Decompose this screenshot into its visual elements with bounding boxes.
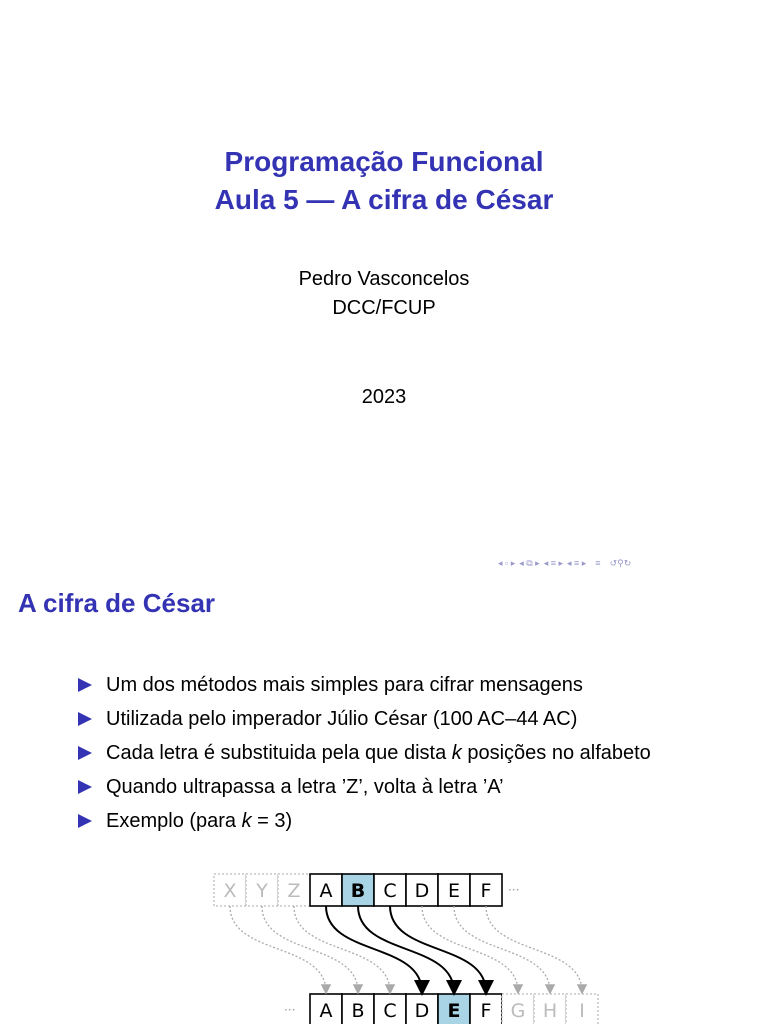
bullet-text-pre: Cada letra é substituida pela que dista	[106, 742, 452, 764]
ghost-shift-arrow	[262, 906, 358, 992]
presentation-subtitle: Aula 5 — A cifra de César	[214, 184, 554, 215]
bullet-triangle-icon	[78, 746, 92, 760]
bullet-text-post: = 3)	[251, 810, 293, 832]
list-item	[78, 704, 738, 734]
top-cell	[470, 874, 502, 906]
top-cell	[374, 874, 406, 906]
frame-title: A cifra de César	[18, 588, 216, 618]
bullet-var: k	[241, 810, 252, 832]
cell-letter: D	[414, 1000, 430, 1022]
ghost-shift-arrow	[486, 906, 582, 992]
cell-letter: X	[223, 880, 237, 902]
list-item	[78, 738, 738, 768]
cell-letter: B	[350, 880, 366, 902]
cell-letter: E	[447, 1000, 461, 1022]
beamer-navigation-bar	[498, 556, 631, 570]
nav-search-icon[interactable]: ↺⚲↻	[604, 557, 632, 568]
bottom-cell	[374, 994, 406, 1024]
nav-subsection-icon[interactable]: ◂ ≡ ▸	[543, 557, 563, 568]
bottom-cell	[310, 994, 342, 1024]
nav-frame-icon[interactable]: ◂ ⧉ ▸	[519, 557, 540, 568]
list-item	[78, 806, 738, 836]
content-slide	[0, 576, 768, 1024]
bottom-cell	[342, 994, 374, 1024]
bullet-list	[78, 670, 738, 840]
cell-letter: A	[319, 1000, 333, 1022]
bullet-triangle-icon	[78, 814, 92, 828]
author-name: Pedro Vasconcelos	[298, 268, 470, 290]
ghost-shift-arrow	[454, 906, 550, 992]
top-cell	[342, 874, 374, 906]
ghost-shift-arrow	[230, 906, 326, 992]
list-item	[78, 670, 738, 700]
top-cell	[310, 874, 342, 906]
bottom-ellipsis: ···	[284, 1003, 296, 1017]
top-cell	[438, 874, 470, 906]
bullet-triangle-icon	[78, 712, 92, 726]
nav-section-icon[interactable]: ◂ ≡ ▸	[567, 557, 587, 568]
cell-letter: C	[383, 880, 397, 902]
bottom-ghost-cell	[566, 994, 598, 1024]
bullet-triangle-icon	[78, 678, 92, 692]
bottom-cell	[470, 994, 502, 1024]
cell-letter: C	[383, 1000, 397, 1022]
cell-letter: H	[542, 1000, 558, 1022]
top-ghost-cell	[278, 874, 310, 906]
cell-letter: B	[351, 1000, 365, 1022]
presentation-title: Programação Funcional	[224, 146, 544, 177]
cell-letter: E	[447, 880, 461, 902]
bullet-var: k	[451, 742, 462, 764]
bottom-cell	[438, 994, 470, 1024]
top-ghost-cell	[214, 874, 246, 906]
cell-letter: G	[510, 1000, 526, 1022]
bottom-ghost-cell	[534, 994, 566, 1024]
institute: DCC/FCUP	[332, 297, 436, 319]
bottom-ghost-cell	[502, 994, 534, 1024]
bottom-cell	[406, 994, 438, 1024]
cell-letter: F	[480, 1000, 492, 1022]
cell-letter: D	[414, 880, 430, 902]
cell-letter: I	[579, 1000, 585, 1022]
bullet-text: Quando ultrapassa a letra ’Z’, volta à letra ’A’	[106, 776, 504, 798]
cell-letter: F	[480, 880, 492, 902]
cell-letter: A	[319, 880, 333, 902]
top-ellipsis: ···	[508, 883, 520, 897]
date: 2023	[361, 386, 407, 408]
top-cell	[406, 874, 438, 906]
caesar-shift-diagram	[0, 866, 768, 1024]
bullet-text: Utilizada pelo imperador Júlio César (100 AC–44 AC)	[106, 708, 578, 730]
nav-align-icon[interactable]: ≡	[590, 558, 601, 568]
bullet-text: Um dos métodos mais simples para cifrar mensagens	[106, 674, 583, 696]
nav-prev-next-icon[interactable]: ◂ ▫ ▸	[498, 557, 516, 568]
list-item	[78, 772, 738, 802]
cell-letter: Y	[256, 880, 268, 902]
bullet-triangle-icon	[78, 780, 92, 794]
top-ghost-cell	[246, 874, 278, 906]
bullet-text-post: posições no alfabeto	[461, 742, 651, 764]
cell-letter: Z	[287, 880, 301, 902]
bullet-text-pre: Exemplo (para	[106, 810, 242, 832]
